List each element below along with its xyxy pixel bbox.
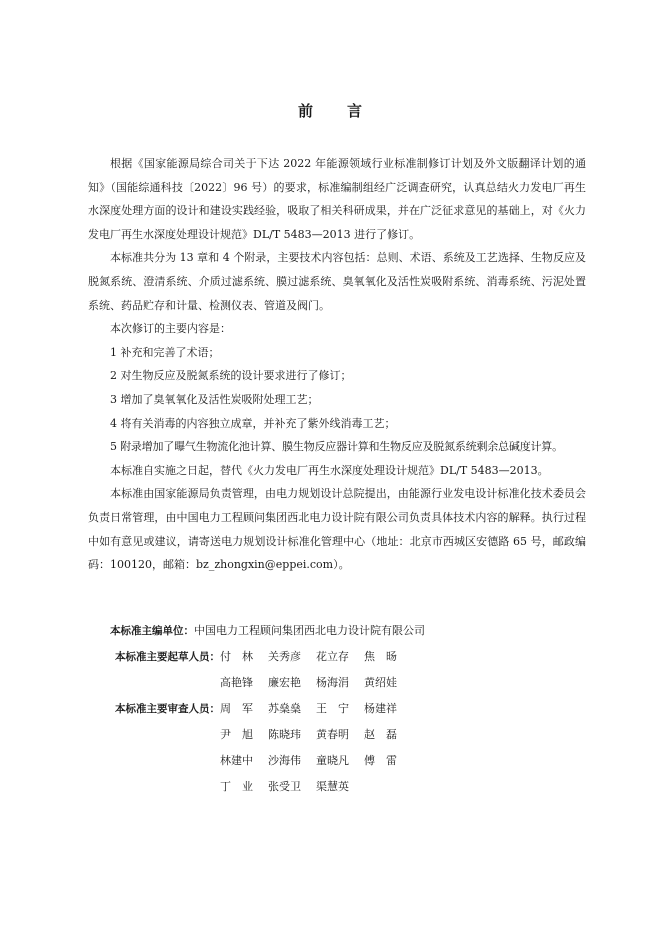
drafters-row xyxy=(88,644,586,670)
drafter-name: 关秀彦 xyxy=(268,650,301,663)
revision-item: 1 补充和完善了术语； xyxy=(110,345,220,359)
preface-body xyxy=(88,152,586,577)
paragraph-revisions-intro: 本次修订的主要内容是： xyxy=(110,322,231,336)
revision-item: 2 对生物反应及脱氮系统的设计要求进行了修订； xyxy=(110,369,352,383)
chief-unit-label: 本标准主编单位： xyxy=(110,625,194,637)
title-char-2: 言 xyxy=(347,102,365,120)
drafter-name: 杨海涓 xyxy=(316,676,349,689)
reviewers-row xyxy=(88,748,586,774)
reviewers-row xyxy=(88,722,586,748)
reviewers-row xyxy=(88,696,586,722)
chief-unit-row xyxy=(88,618,586,644)
reviewer-name: 丁 业 xyxy=(220,780,253,793)
paragraph-background: 根据《国家能源局综合司关于下达 2022 年能源领域行业标准制修订计划及外文版翻译计划的通知》（国能综通科技〔2022〕96 号）的要求，标准编制组经广泛调查研究，认真总结火力发电厂再生水深度处理方面的设计和建设实践经验，吸取了相关科研成果，并在广泛征求意见的基础上，对《火力发电厂再生水深度处理设计规范》DL/T 5483—2013 进行了修订。 xyxy=(88,157,586,241)
reviewer-name: 苏燊燊 xyxy=(268,702,301,715)
personnel-list xyxy=(88,618,586,800)
revision-item: 5 附录增加了曝气生物流化池计算、膜生物反应器计算和生物反应及脱氮系统剩余总碱度计算。 xyxy=(110,440,563,454)
reviewer-name: 沙海伟 xyxy=(268,754,301,767)
reviewer-name: 周 军 xyxy=(220,702,253,715)
reviewer-name: 陈晓玮 xyxy=(268,728,301,741)
drafter-name: 黄绍娃 xyxy=(364,676,397,689)
drafter-name: 高艳锋 xyxy=(220,676,253,689)
reviewer-name: 林建中 xyxy=(220,754,253,767)
drafter-name: 廉宏艳 xyxy=(268,676,301,689)
page-title xyxy=(0,100,662,121)
reviewer-name: 张受卫 xyxy=(268,780,301,793)
drafters-row xyxy=(88,670,586,696)
reviewer-name: 傅 雷 xyxy=(364,754,397,767)
paragraph-supersedes: 本标准自实施之日起，替代《火力发电厂再生水深度处理设计规范》DL/T 5483—2013。 xyxy=(110,463,549,477)
reviewer-name: 渠慧英 xyxy=(316,780,349,793)
reviewers-row xyxy=(88,774,586,800)
chief-unit-value: 中国电力工程顾问集团西北电力设计院有限公司 xyxy=(194,624,425,637)
paragraph-management: 本标准由国家能源局负责管理，由电力规划设计总院提出，由能源行业发电设计标准化技术委员会负责日常管理，由中国电力工程顾问集团西北电力设计院有限公司负责具体技术内容的解释。执行过程中如有意见或建议，请寄送电力规划设计标准化管理中心（地址：北京市西城区安德路 65 号，邮政编码：100120，邮箱：bz_zhongxin@eppei.com）。 xyxy=(88,487,586,572)
revision-item: 4 将有关消毒的内容独立成章，并补充了紫外线消毒工艺； xyxy=(110,416,396,430)
drafters-label: 本标准主要起草人员： xyxy=(115,651,220,663)
reviewer-name: 杨建祥 xyxy=(364,702,397,715)
reviewer-name: 尹 旭 xyxy=(220,728,253,741)
drafter-name: 付 林 xyxy=(220,650,253,663)
revision-item: 3 增加了臭氧氧化及活性炭吸附处理工艺； xyxy=(110,392,319,406)
reviewer-name: 王 宁 xyxy=(316,702,349,715)
reviewer-name: 赵 磊 xyxy=(364,728,397,741)
paragraph-contents: 本标准共分为 13 章和 4 个附录，主要技术内容包括：总则、术语、系统及工艺选择、生物反应及脱氮系统、澄清系统、介质过滤系统、膜过滤系统、臭氧氧化及活性炭吸附系统、消毒系统、污泥处置系统、药品贮存和计量、检测仪表、管道及阀门。 xyxy=(88,251,586,312)
reviewer-name: 童晓凡 xyxy=(316,754,349,767)
drafter-name: 焦 旸 xyxy=(364,650,397,663)
drafter-name: 花立存 xyxy=(316,650,349,663)
reviewer-name: 黄春明 xyxy=(316,728,349,741)
reviewers-label: 本标准主要审查人员： xyxy=(115,703,220,715)
title-char-1: 前 xyxy=(297,102,315,120)
